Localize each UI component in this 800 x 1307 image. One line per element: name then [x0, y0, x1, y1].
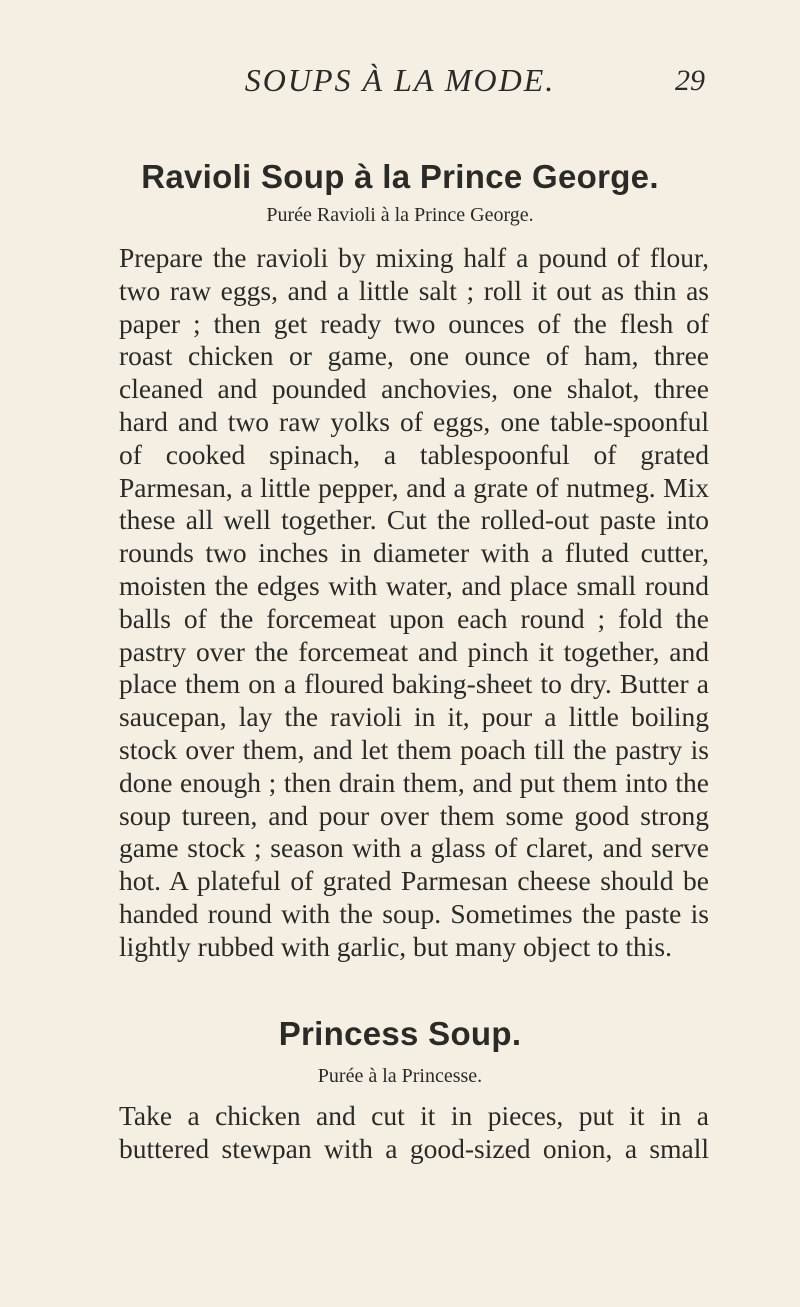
recipe-subheading-ravioli-soup: Purée Ravioli à la Prince George.: [266, 204, 534, 226]
page-number: 29: [675, 64, 705, 97]
recipe-heading-princess-soup: Princess Soup.: [278, 1015, 522, 1052]
recipe-heading-ravioli-soup: Ravioli Soup à la Prince George.: [141, 158, 659, 195]
running-title: SOUPS À LA MODE.: [244, 62, 556, 98]
running-head: [0, 62, 800, 102]
recipe-subheading-princess-soup: Purée à la Princesse.: [317, 1065, 483, 1087]
recipe-paragraph-ravioli-soup: Prepare the ravioli by mixing half a pound of flour, two raw eggs, and a little salt ; roll it out as thin as paper ; then get ready two ounces of the flesh of roast chicken or game, one ounce of ham, three cleaned and pounded anchovies, one shalot, three hard and two raw yolks of eggs, one table-spoonful of cooked spinach, a tablespoonful of grated Parmesan, a little pepper, and a grate of nutmeg. Mix these all well together. Cut the rolled-out paste into rounds two inches in diameter with a fluted cutter, moisten the edges with water, and place small round balls of the forcemeat upon each round ; fold the pastry over the forcemeat and pinch it together, and place them on a floured baking-sheet to dry. Butter a saucepan, lay the ravioli in it, pour a little boiling stock over them, and let them poach till the pastry is done enough ; then drain them, and put them into the soup tureen, and pour over them some good strong game stock ; season with a glass of claret, and serve hot. A plateful of grated Parmesan cheese should be handed round with the soup. Sometimes the paste is lightly rubbed with garlic, but many object to this.: [119, 242, 709, 962]
recipe-paragraph-princess-soup: Take a chicken and cut it in pieces, put it in a buttered stewpan with a good-sized onion, a small: [119, 1100, 709, 1164]
